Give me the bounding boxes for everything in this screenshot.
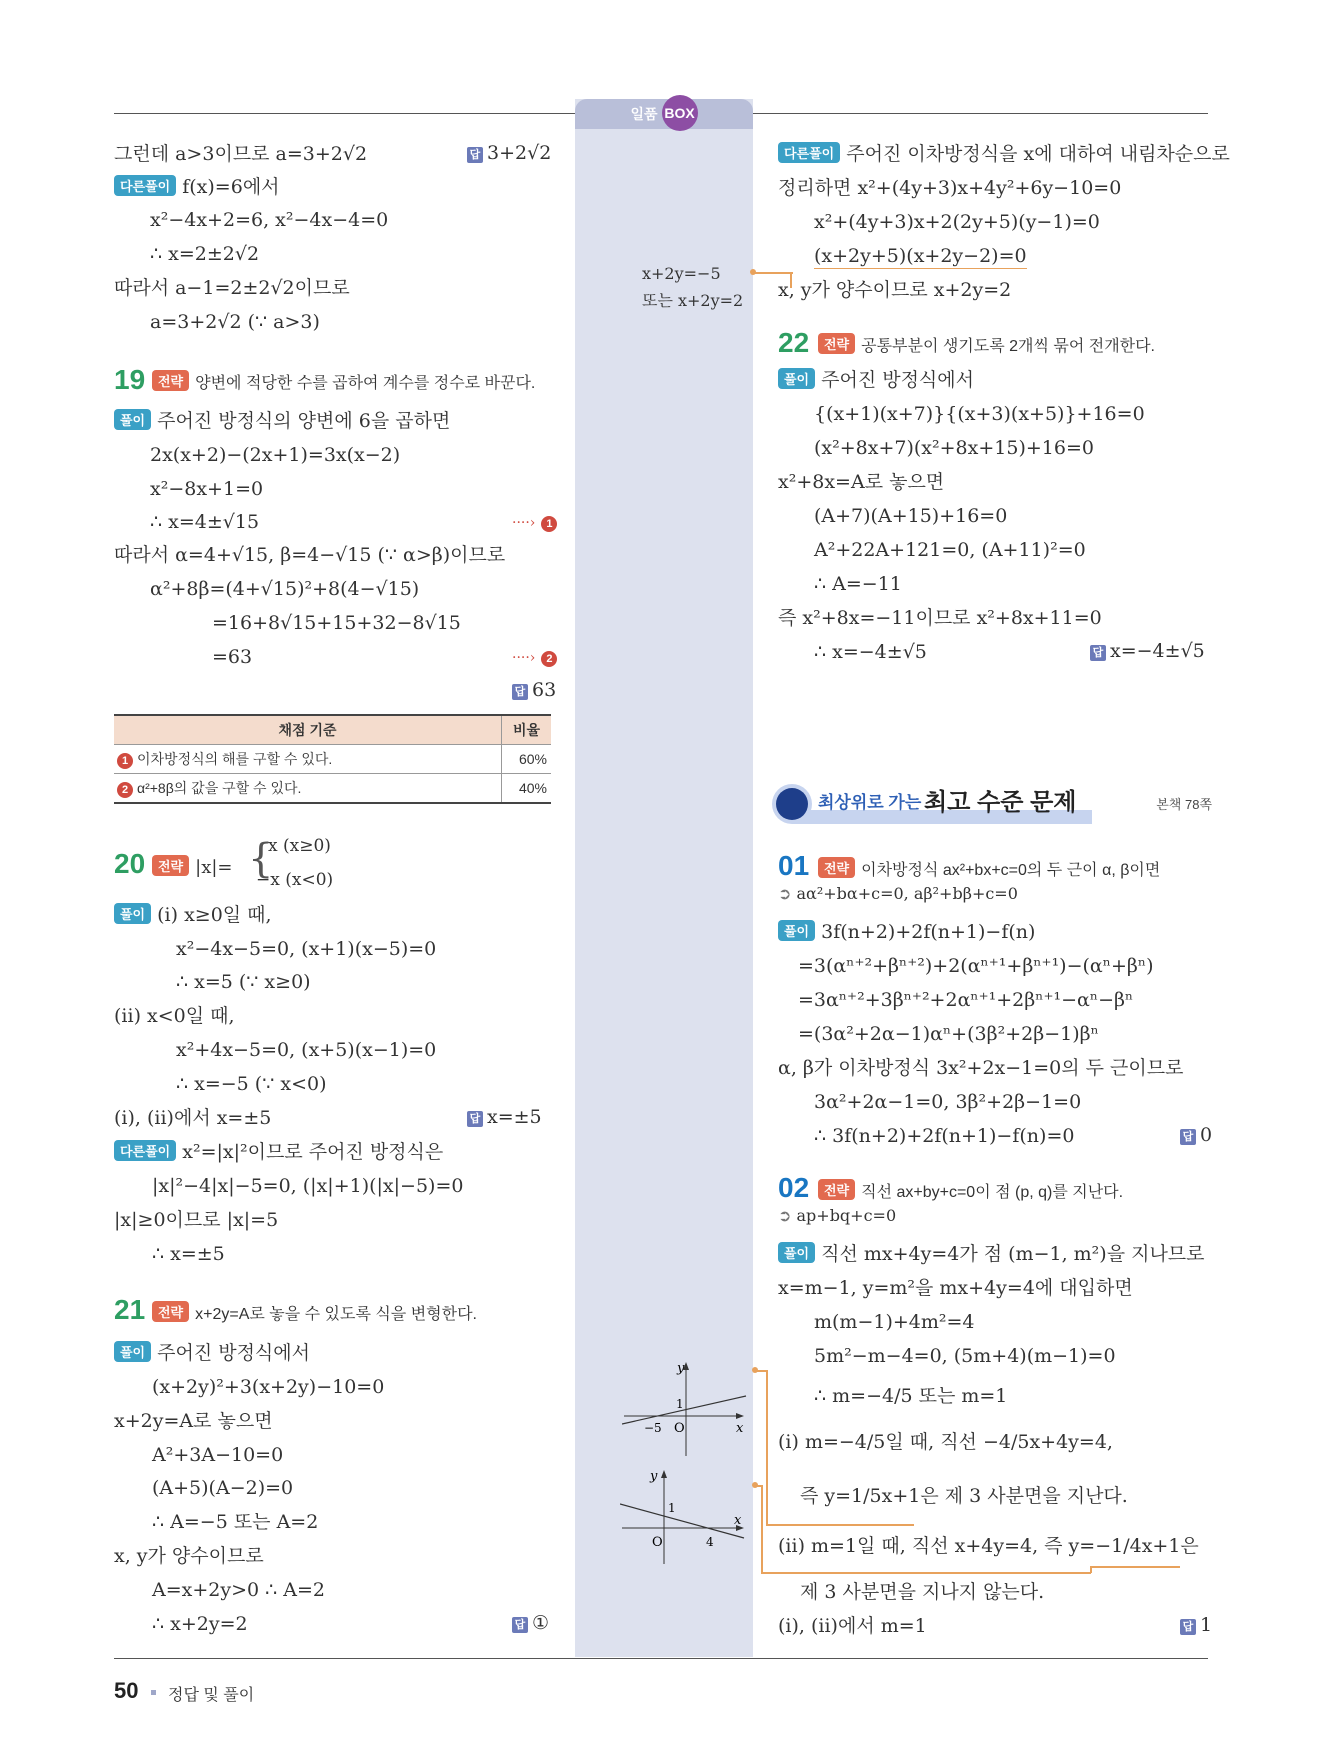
strategy-tag: 전략 <box>152 370 189 391</box>
answer-icon: 답 <box>512 1617 528 1633</box>
p19-line-3: x²−8x+1=0 <box>150 478 264 500</box>
p22-line-6: A²+22A+121=0, (A+11)²=0 <box>814 539 1086 561</box>
p22-line-2: {(x+1)(x+7)}{(x+3)(x+5)}+16=0 <box>814 403 1145 425</box>
scoring-table <box>114 714 551 804</box>
graph-2-origin: O <box>652 1535 663 1550</box>
section-subtitle: 최상위로 가는 <box>818 793 922 812</box>
intro-line-4: ∴ x=2±2√2 <box>150 243 260 265</box>
graph-1-y-label: y <box>677 1361 685 1376</box>
answer-icon: 답 <box>467 1111 483 1127</box>
p21-line-6: ∴ A=−5 또는 A=2 <box>152 1511 319 1533</box>
hint-text: ap+bq+c=0 <box>796 1206 897 1225</box>
q02-line-5: ∴ m=−4/5 또는 m=1 <box>814 1385 1008 1407</box>
answer-icon: 답 <box>512 684 528 700</box>
strategy-tag: 전략 <box>818 1179 855 1200</box>
connector-line <box>766 1370 768 1525</box>
problem-21-number: 21 <box>114 1294 146 1325</box>
q01-hint: ➲ aα²+bα+c=0, aβ²+bβ+c=0 <box>778 884 1018 903</box>
p21-line-3: x+2y=A로 놓으면 <box>114 1410 273 1432</box>
p20-answer <box>467 1106 542 1128</box>
scoring-header-criteria: 채점 기준 <box>114 715 502 745</box>
q02-answer <box>1180 1614 1212 1636</box>
p20-case-2: −x (x<0) <box>256 870 334 890</box>
answer-icon: 답 <box>1090 645 1106 661</box>
q01-line-1 <box>778 920 1035 944</box>
alt21-line-2: 정리하면 x²+(4y+3)x+4y²+6y−10=0 <box>778 177 1122 199</box>
p21-line-5: (A+5)(A−2)=0 <box>152 1477 294 1499</box>
answer-value: x=−4±√5 <box>1110 640 1205 662</box>
footer-separator <box>151 1690 156 1695</box>
section-title: 최고 수준 문제 <box>924 789 1077 816</box>
p22-line-3: (x²+8x+7)(x²+8x+15)+16=0 <box>814 437 1094 459</box>
q02-hint: ➲ ap+bq+c=0 <box>778 1206 897 1225</box>
p22-line-4: x²+8x=A로 놓으면 <box>778 471 945 493</box>
footer-title: 정답 및 풀이 <box>168 1687 255 1704</box>
p20-text-1: (i) x≥0일 때, <box>157 904 272 926</box>
p19-line-8: =63 <box>212 646 253 668</box>
p19-mark-1: ····› 1 <box>512 510 557 532</box>
p19-line-4: ∴ x=4±√15 <box>150 511 260 533</box>
q01-line-2: =3(αⁿ⁺²+βⁿ⁺²)+2(αⁿ⁺¹+βⁿ⁺¹)−(αⁿ+βⁿ) <box>798 955 1154 977</box>
box-header <box>575 99 753 129</box>
p20-line-5: x²+4x−5=0, (x+5)(x−1)=0 <box>176 1039 437 1061</box>
criterion-2-icon: 2 <box>541 651 557 667</box>
p19-mark-2: ····› 2 <box>512 645 557 667</box>
connector-line <box>753 272 793 274</box>
p19-text-1: 주어진 방정식의 양변에 6을 곱하면 <box>157 410 451 432</box>
problem-19-strategy <box>152 370 535 393</box>
q02-line-8: (ii) m=1일 때, 직선 x+4y=4, 즉 y=−1/4x+1은 <box>778 1535 1199 1557</box>
graph-2-intercept-x: 4 <box>706 1535 714 1549</box>
q02-text-1: 직선 mx+4y=4가 점 (m−1, m²)을 지나므로 <box>821 1243 1205 1265</box>
problem-02-number: 02 <box>778 1172 810 1203</box>
problem-19-number: 19 <box>114 364 146 395</box>
graph-1-x-label: x <box>736 1421 744 1436</box>
box-badge: BOX <box>662 95 698 131</box>
scoring-header-ratio: 비율 <box>502 715 552 745</box>
problem-01-strategy <box>818 857 1160 880</box>
problem-21-strategy <box>152 1301 477 1324</box>
p19-answer <box>512 679 556 701</box>
strategy-tag: 전략 <box>152 1301 189 1322</box>
intro-line-2: f(x)=6에서 <box>182 176 280 198</box>
criteria-cell <box>114 745 502 774</box>
q02-line-10: (i), (ii)에서 m=1 <box>778 1615 927 1637</box>
ratio-cell: 40% <box>502 774 552 804</box>
strategy-tag: 전략 <box>818 857 855 878</box>
p20-line-6: ∴ x=−5 (∵ x<0) <box>176 1073 327 1095</box>
q02-line-9: 제 3 사분면을 지나지 않는다. <box>800 1581 1045 1603</box>
strategy-text: 직선 ax+by+c=0이 점 (p, q)를 지난다. <box>861 1184 1124 1201</box>
alt21-line-3: x²+(4y+3)x+2(2y+5)(y−1)=0 <box>814 211 1100 233</box>
p22-line-9: ∴ x=−4±√5 <box>814 641 927 663</box>
intro-line-1: 그런데 a>3이므로 a=3+2√2 <box>114 143 368 165</box>
strategy-text: 이차방정식 ax²+bx+c=0의 두 근이 α, β이면 <box>861 862 1161 879</box>
answer-icon: 답 <box>1180 1619 1196 1635</box>
problem-22-number: 22 <box>778 327 810 358</box>
strategy-tag: 전략 <box>818 333 855 354</box>
bottom-rule <box>114 1658 1208 1659</box>
p22-answer <box>1090 640 1205 662</box>
p19-line-6: α²+8β=(4+√15)²+8(4−√15) <box>150 578 420 600</box>
section-heading <box>776 784 1212 824</box>
criteria-text: 이차방정식의 해를 구할 수 있다. <box>137 751 333 767</box>
p19-line-7: =16+8√15+15+32−8√15 <box>212 612 461 634</box>
answer-icon: 답 <box>467 147 483 163</box>
p20-case-1: x (x≥0) <box>268 836 331 856</box>
side-note-line-2: 또는 x+2y=2 <box>642 291 744 310</box>
p21-text-1: 주어진 방정식에서 <box>157 1342 310 1364</box>
alt-solution-tag: 다른풀이 <box>114 175 176 196</box>
alt21-line-1 <box>778 142 1230 166</box>
graph-1 <box>622 1360 748 1460</box>
intro-line-5: 따라서 a−1=2±2√2이므로 <box>114 277 350 299</box>
graph-2 <box>620 1468 746 1568</box>
p22-line-7: ∴ A=−11 <box>814 573 902 595</box>
strategy-tag: 전략 <box>152 855 189 876</box>
graph-1-origin: O <box>674 1421 685 1436</box>
p20-line-2: x²−4x−5=0, (x+1)(x−5)=0 <box>176 938 437 960</box>
q01-line-7: ∴ 3f(n+2)+2f(n+1)−f(n)=0 <box>814 1125 1075 1147</box>
p19-line-5: 따라서 α=4+√15, β=4−√15 (∵ α>β)이므로 <box>114 544 506 566</box>
connector-line <box>761 1572 1091 1574</box>
graph-2-x-label: x <box>734 1513 742 1528</box>
p20-line-10: |x|≥0이므로 |x|=5 <box>114 1209 279 1231</box>
connector-line <box>1090 1566 1180 1568</box>
graph-2-intercept-y: 1 <box>668 1501 676 1515</box>
graph-1-intercept-x: −5 <box>644 1421 662 1435</box>
p19-line-1 <box>114 409 450 433</box>
strategy-text: x+2y=A로 놓을 수 있도록 식을 변형한다. <box>195 1306 477 1323</box>
intro-line-6: a=3+2√2 (∵ a>3) <box>150 311 320 333</box>
intro-line-3: x²−4x+2=6, x²−4x−4=0 <box>150 209 389 231</box>
q01-line-5: α, β가 이차방정식 3x²+2x−1=0의 두 근이므로 <box>778 1057 1184 1079</box>
p20-line-8 <box>114 1140 443 1164</box>
q02-line-4: 5m²−m−4=0, (5m+4)(m−1)=0 <box>814 1345 1116 1367</box>
problem-02-strategy <box>818 1179 1123 1202</box>
alt-solution-tag: 다른풀이 <box>778 142 840 163</box>
p22-line-5: (A+7)(A+15)+16=0 <box>814 505 1008 527</box>
intro-alt-line <box>114 175 280 199</box>
q02-line-2: x=m−1, y=m²을 mx+4y=4에 대입하면 <box>778 1277 1133 1299</box>
p21-line-1 <box>114 1341 310 1365</box>
page-number: 50 <box>114 1678 139 1703</box>
heading-bullet-icon <box>776 788 808 820</box>
q02-line-1 <box>778 1242 1205 1266</box>
p20-line-11: ∴ x=±5 <box>152 1243 225 1265</box>
q02-line-3: m(m−1)+4m²=4 <box>814 1311 975 1333</box>
box-prefix: 일품 <box>630 106 658 122</box>
problem-20-number: 20 <box>114 848 146 879</box>
criterion-1-icon: 1 <box>117 753 133 769</box>
p20-text-8: x²=|x|²이므로 주어진 방정식은 <box>182 1141 444 1163</box>
problem-20-strategy <box>152 855 233 878</box>
answer-icon: 답 <box>1180 1129 1196 1145</box>
table-row <box>114 774 551 804</box>
p20-line-7: (i), (ii)에서 x=±5 <box>114 1107 272 1129</box>
p21-line-7: x, y가 양수이므로 <box>114 1545 264 1567</box>
connector-line <box>761 1485 763 1573</box>
p21-answer <box>512 1612 549 1634</box>
strategy-text: 양변에 적당한 수를 곱하여 계수를 정수로 바꾼다. <box>195 375 536 392</box>
intro-answer <box>467 142 551 164</box>
q01-text-1: 3f(n+2)+2f(n+1)−f(n) <box>821 921 1036 943</box>
p20-line-3: ∴ x=5 (∵ x≥0) <box>176 971 311 993</box>
criterion-2-icon: 2 <box>117 782 133 798</box>
answer-value: 3+2√2 <box>487 142 552 164</box>
graph-1-intercept-y: 1 <box>676 1397 684 1411</box>
p22-text-1: 주어진 방정식에서 <box>821 369 974 391</box>
criteria-text: α²+8β의 값을 구할 수 있다. <box>137 780 302 796</box>
q02-line-6: (i) m=−4/5일 때, 직선 −4/5x+4y=4, <box>778 1431 1113 1453</box>
p22-line-8: 즉 x²+8x=−11이므로 x²+8x+11=0 <box>778 607 1102 629</box>
strategy-text: |x|= <box>195 857 233 878</box>
q01-line-4: =(3α²+2α−1)αⁿ+(3β²+2β−1)βⁿ <box>798 1023 1099 1045</box>
q02-line-7: 즉 y=1/5x+1은 제 3 사분면을 지난다. <box>800 1485 1128 1507</box>
p20-line-4: (ii) x<0일 때, <box>114 1005 235 1027</box>
p21-line-8: A=x+2y>0 ∴ A=2 <box>152 1579 326 1601</box>
solution-tag: 풀이 <box>778 1242 815 1263</box>
answer-value: x=±5 <box>487 1106 542 1128</box>
hint-text: aα²+bα+c=0, aβ²+bβ+c=0 <box>796 884 1018 903</box>
solution-tag: 풀이 <box>114 1341 151 1362</box>
alt-solution-tag: 다른풀이 <box>114 1140 176 1161</box>
p21-line-9: ∴ x+2y=2 <box>152 1613 248 1635</box>
table-row <box>114 745 551 774</box>
ratio-cell: 60% <box>502 745 552 774</box>
answer-value: 0 <box>1200 1124 1213 1146</box>
graph-2-y-label: y <box>650 1469 658 1484</box>
criterion-1-icon: 1 <box>541 516 557 532</box>
alt21-line-4: (x+2y+5)(x+2y−2)=0 <box>814 245 1027 267</box>
solution-tag: 풀이 <box>778 920 815 941</box>
problem-01-number: 01 <box>778 850 810 881</box>
p21-line-2: (x+2y)²+3(x+2y)−10=0 <box>152 1376 385 1398</box>
answer-value: 1 <box>1200 1614 1213 1636</box>
answer-value: 63 <box>532 679 557 701</box>
p21-line-4: A²+3A−10=0 <box>152 1444 284 1466</box>
q01-answer <box>1180 1124 1212 1146</box>
answer-value: ① <box>532 1612 550 1634</box>
criteria-cell <box>114 774 502 804</box>
p22-line-1 <box>778 368 974 392</box>
connector-line <box>766 1524 914 1526</box>
problem-22-strategy <box>818 333 1155 356</box>
section-page-ref: 본책 78쪽 <box>1156 797 1212 812</box>
solution-tag: 풀이 <box>778 368 815 389</box>
alt21-text-1: 주어진 이차방정식을 x에 대하여 내림차순으로 <box>846 143 1230 165</box>
connector-dot <box>750 269 756 275</box>
brace-icon: { <box>248 836 274 882</box>
strategy-text: 공통부분이 생기도록 2개씩 묶어 전개한다. <box>861 338 1156 355</box>
p19-line-2: 2x(x+2)−(2x+1)=3x(x−2) <box>150 444 401 466</box>
p20-line-9: |x|²−4|x|−5=0, (|x|+1)(|x|−5)=0 <box>152 1175 464 1197</box>
solution-tag: 풀이 <box>114 409 151 430</box>
side-note-line-1: x+2y=−5 <box>642 264 721 283</box>
alt21-line-5: x, y가 양수이므로 x+2y=2 <box>778 279 1012 301</box>
q01-line-6: 3α²+2α−1=0, 3β²+2β−1=0 <box>814 1091 1082 1113</box>
solution-tag: 풀이 <box>114 903 151 924</box>
p20-line-1 <box>114 903 272 927</box>
q01-line-3: =3αⁿ⁺²+3βⁿ⁺²+2αⁿ⁺¹+2βⁿ⁺¹−αⁿ−βⁿ <box>798 989 1134 1011</box>
